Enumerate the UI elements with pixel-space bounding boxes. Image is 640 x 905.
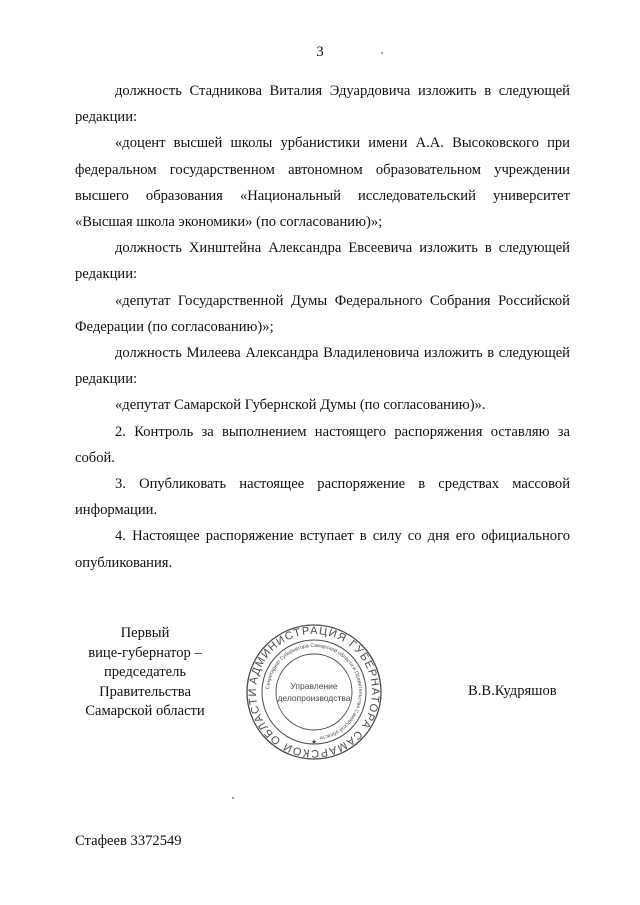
paragraph-item-3: 3. Опубликовать настоящее распоряжение в средствах массовой информации.	[75, 476, 570, 519]
paragraph-item-4: 4. Настоящее распоряжение вступает в силу со дня его официального опубликования.	[75, 528, 570, 571]
official-stamp	[244, 622, 384, 762]
signer-title-line: председатель Правительства	[99, 664, 191, 700]
signer-title-line: Первый	[120, 625, 170, 641]
stamp-center-line1: Управление	[290, 681, 338, 691]
executor-contact: Стафеев 3372549	[75, 833, 182, 849]
signer-name: В.В.Кудряшов	[468, 683, 557, 699]
paragraph-khinshtein-text: «депутат Государственной Думы Федерального Собрания Российской Федерации (по согласованию)»;	[75, 292, 570, 335]
paragraph-item-2: 2. Контроль за выполнением настоящего распоряжения оставляю за собой.	[75, 423, 570, 466]
paragraph-mileev-text: «депутат Самарской Губернской Думы (по согласованию)».	[115, 397, 486, 414]
scan-speck	[232, 797, 234, 799]
paragraph-stadnikov-position: должность Стадникова Виталия Эдуардовича изложить в следующей редакции:	[75, 83, 570, 126]
signer-title	[60, 624, 230, 722]
signer-title-line: вице-губернатор –	[88, 644, 202, 661]
document-body	[75, 78, 570, 576]
stamp-inner-text: Секретариат Губернатора Самарской области и Правительства Самарской области	[265, 642, 364, 741]
page-number: 3	[316, 44, 324, 60]
stamp-outer-text: АДМИНИСТРАЦИЯ ГУБЕРНАТОРА САМАРСКОЙ ОБЛАСТИ	[246, 624, 382, 760]
paragraph-khinshtein-position: должность Хинштейна Александра Евсеевича изложить в следующей редакции:	[75, 240, 570, 283]
scan-speck	[381, 52, 383, 54]
signer-title-line: Самарской области	[85, 703, 205, 719]
stamp-center-line2: делопроизводства	[277, 693, 351, 703]
paragraph-mileev-position: должность Милеева Александра Владиленовича изложить в следующей редакции:	[75, 345, 570, 388]
stamp-star-icon: ★	[310, 739, 318, 746]
paragraph-stadnikov-text: «доцент высшей школы урбанистики имени А.А. Высоковского при федеральном государственном автономном образовательном учреждении высшего образования «Национальный исследовательский университет «Высшая школа экономики» (по согласованию)»;	[75, 135, 570, 231]
